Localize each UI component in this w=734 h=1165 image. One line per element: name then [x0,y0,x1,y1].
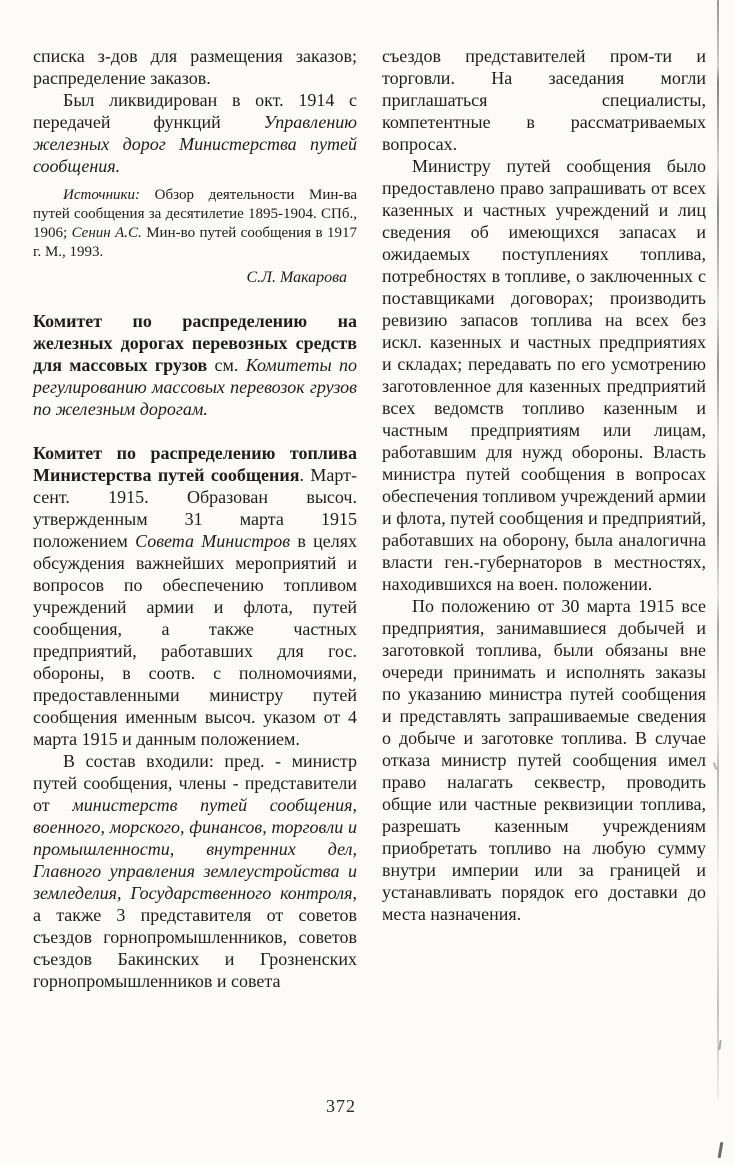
text-segment: Источники: [63,187,141,203]
text-segment: списка з-дов для размещения заказов; распределение заказов. [33,46,357,88]
text-segment: Комитет по распределению на железных дорогах перевозных средств для массовых грузов [33,311,357,375]
text-segment: министерств путей сообщения, военного, морского, финансов, торговли и промышленности, внутренних дел, Главного управления землеустройства и земледелия, Государственного контроля [33,795,357,903]
text-segment: Сенин А.С. [71,225,142,241]
scan-speck-artifact [718,1040,721,1050]
scan-speck-artifact [718,1142,724,1158]
paragraph-continuation [33,45,357,89]
page-number: 372 [326,1096,356,1116]
column-left [33,45,357,992]
paragraph-continuation [382,45,706,155]
text-segment: В состав входили: пред. - министр путей сообщения, члены - представители от [33,751,357,815]
text-segment: Был ликвидирован в окт. 1914 с передачей функций [33,90,357,132]
text-segment: см. [207,355,246,375]
paragraph-source [33,186,357,262]
paragraph-body [382,155,706,595]
text-segment: , а также 3 представителя от советов съездов горнопромышленников, советов съездов Бакинских и Грозненских горнопромышленников и совета [33,883,357,991]
text-segment: Мин-во путей сообщения в 1917 г. М., 1993. [33,225,358,260]
text-segment: Комитеты по регулированию массовых перевозок грузов по железным дорогам. [33,355,358,419]
text-segment: Обзор деятельности Мин-ва путей сообщения за десятилетие 1895-1904. СПб., 1906; [33,187,357,241]
column-right [382,45,706,925]
paragraph-body [382,595,706,925]
text-segment: Совета Министров [135,531,291,551]
text-segment: По положению от 30 марта 1915 все предприятия, занимавшиеся добычей и заготовкой топлива, были обязаны вне очереди принимать и исполнять заказы по указанию министра путей сообщения и представлять запрашиваемые сведения о добыче и заготовке топлива. В случае отказа министр путей сообщения имел право налагать секвестр, проводить общие или частные реквизиции топлива, разрешать казенным учреждениям приобретать топливо на любую сумму внутри империи или за границей и устанавливать порядок его доставки до места назначения. [382,596,706,924]
paragraph-entry [33,442,357,750]
text-segment: Министру путей сообщения было предоставлено право запрашивать от всех казенных и частных учреждений и лиц сведения об имеющихся запасах и ожидаемых поступлениях топлива, потребностях в топливе, о заключенных с поставщиками договорах; производить ревизию запасов топлива на всех без искл. казенных и частных предприятиях и складах; передавать по его усмотрению заготовленное для казенных предприятий всех ведомств топливо казенным и частным предприятиям или лицам, работавшим для нужд обороны. Власть министра путей сообщения в вопросах обеспечения топливом учреждений армии и флота, путей сообщения и предприятий, работавших на оборону, была аналогична власти ген.-губернаторов в местностях, находившихся на воен. положении. [382,156,706,594]
text-segment: съездов представителей пром-ти и торговли. На заседания могли приглашаться специалисты, компетентные в рассматриваемых вопросах. [382,46,706,154]
paragraph-body [33,750,357,992]
paragraph-body [33,89,357,177]
paragraph-author [33,268,347,288]
text-segment: Управлению железных дорог Министерства путей сообщения. [33,112,357,176]
scan-binding-line-artifact [717,0,719,1100]
text-segment: в целях обсуждения важнейших мероприятий и вопросов по обеспечению топливом учреждений армии и флота, путей сообщения, а также частных предприятий, работавших для гос. обороны, в соотв. с полномочиями, предоставленными министру путей сообщения именным высоч. указом от 4 марта 1915 и данным положением. [33,531,358,749]
text-segment: С.Л. Макарова [246,269,347,286]
text-segment: Комитет по распределению топлива Министерства путей сообщения [33,443,357,485]
paragraph-entry [33,310,357,420]
text-segment: . Март-сент. 1915. Образован высоч. утвержденным 31 марта 1915 положением [33,465,358,551]
